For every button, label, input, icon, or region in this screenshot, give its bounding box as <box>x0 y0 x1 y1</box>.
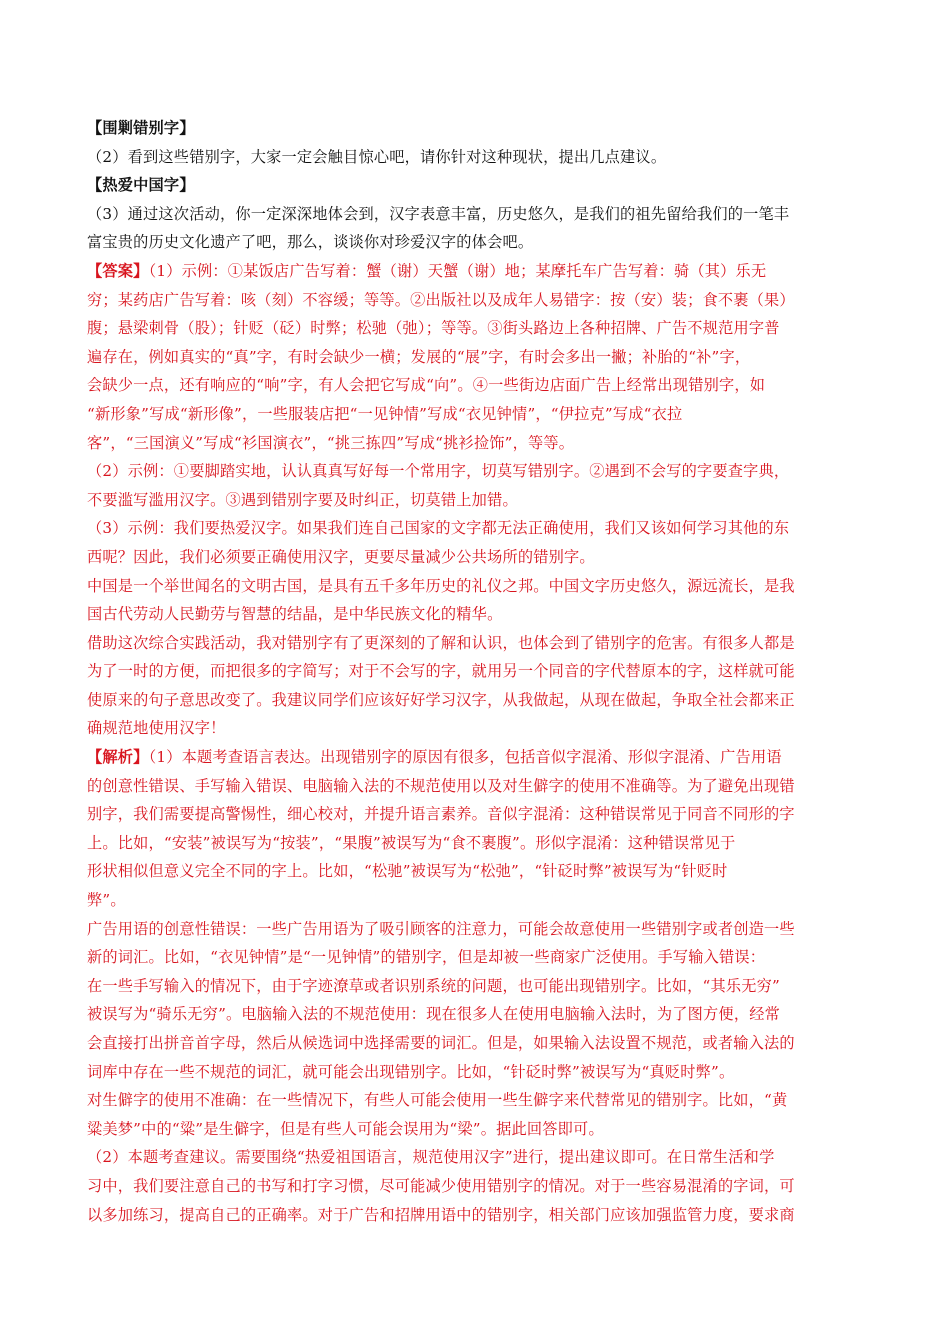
analysis-line: 广告用语的创意性错误：一些广告用语为了吸引顾客的注意力，可能会故意使用一些错别字或者创造一些 <box>87 919 795 938</box>
analysis-line: 粱美梦”中的“粱”是生僻字，但是有些人可能会误用为“梁”。据此回答即可。 <box>87 1119 604 1138</box>
analysis-line: 习中，我们要注意自己的书写和打字习惯，尽可能减少使用错别字的情况。对于一些容易混淆的字词，可 <box>87 1176 795 1195</box>
answer-1-first-line <box>87 257 859 286</box>
answer-line: 国古代劳动人民勤劳与智慧的结晶，是中华民族文化的精华。 <box>87 605 503 624</box>
analysis-line: 在一些手写输入的情况下，由于字迹潦草或者识别系统的问题，也可能出现错别字。比如，“其乐无穷” <box>87 976 780 995</box>
answer-line: 确规范地使用汉字！ <box>87 719 226 738</box>
answer-line: 腹；悬梁刺骨（股）；针贬（砭）时弊；松驰（弛）；等等。③街头路边上各种招牌、广告不规范用字普 <box>87 319 780 338</box>
analysis-1-text: （1）本题考查语言表达。出现错别字的原因有很多，包括音似字混淆、形似字混淆、广告用语 <box>148 748 782 767</box>
analysis-line: （2）本题考查建议。需要围绕“热爱祖国语言，规范使用汉字”进行，提出建议即可。在日常生活和学 <box>87 1148 775 1167</box>
answer-line: 遍存在，例如真实的“真”字，有时会缺少一横；发展的“展”字，有时会多出一撇；补胎的“补”字， <box>87 347 751 366</box>
analysis-label: 【解析】 <box>87 748 149 767</box>
question-3-line: （3）通过这次活动，你一定深深地体会到，汉字表意丰富，历史悠久，是我们的祖先留给我们的一笔丰 <box>87 204 790 223</box>
analysis-line: 词库中存在一些不规范的词汇，就可能会出现错别字。比如，“针砭时弊”被误写为“真贬时弊”。 <box>87 1062 735 1081</box>
document-body <box>87 114 859 1229</box>
answer-line: 西呢？因此，我们必须要正确使用汉字，更要尽量减少公共场所的错别字。 <box>87 547 595 566</box>
analysis-line: 会直接打出拼音首字母，然后从候选词中选择需要的词汇。但是，如果输入法设置不规范，或者输入法的 <box>87 1034 795 1052</box>
answer-line: 会缺少一点，还有响应的“响”字，有人会把它写成“向”。④一些街边店面广告上经常出现错别字，如 <box>87 376 766 395</box>
answer-line: 使原来的句子意思改变了。我建议同学们应该好好学习汉字，从我做起，从现在做起，争取全社会都来正 <box>87 690 795 709</box>
question-3-line: 富宝贵的历史文化遗产了吧，那么，谈谈你对珍爱汉字的体会吧。 <box>87 233 534 252</box>
answer-line: 不要滥写滥用汉字。③遇到错别字要及时纠正，切莫错上加错。 <box>87 490 518 509</box>
analysis-line: 的创意性错误、手写输入错误、电脑输入法的不规范使用以及对生僻字的使用不准确等。为了避免出现错 <box>87 776 795 795</box>
answer-1-text: （1）示例：①某饭店广告写着：蟹（谢）天蟹（谢）地；某摩托车广告写着：骑（其）乐无 <box>148 261 767 280</box>
analysis-line: 上。比如，“安装”被误写为“按装”，“果腹”被误写为“食不裹腹”。形似字混淆：这种错误常见于 <box>87 833 736 852</box>
section-heading-weijiao: 【围剿错别字】 <box>87 119 195 137</box>
analysis-line: 弊”。 <box>87 891 126 910</box>
answer-line: 客”，“三国演义”写成“衫国演衣”，“挑三拣四”写成“挑衫捡饰”，等等。 <box>87 433 575 452</box>
section-heading-reai: 【热爱中国字】 <box>87 176 195 195</box>
answer-line: （3）示例：我们要热爱汉字。如果我们连自己国家的文字都无法正确使用，我们又该如何学习其他的东 <box>87 519 790 538</box>
analysis-line: 形状相似但意义完全不同的字上。比如，“松驰”被误写为“松弛”，“针砭时弊”被误写为“针贬时 <box>87 862 728 881</box>
answer-label: 【答案】 <box>87 261 149 280</box>
analysis-line: 以多加练习，提高自己的正确率。对于广告和招牌用语中的错别字，相关部门应该加强监管力度，要求商 <box>87 1205 795 1224</box>
answer-line: 为了一时的方便，而把很多的字简写；对于不会写的字，就用另一个同音的字代替原本的字，这样就可能 <box>87 662 795 681</box>
analysis-line: 别字，我们需要提高警惕性，细心校对，并提升语言素养。音似字混淆：这种错误常见于同音不同形的字 <box>87 805 795 824</box>
answer-line: （2）示例：①要脚踏实地，认认真真写好每一个常用字，切莫写错别字。②遇到不会写的字要查字典， <box>87 462 790 481</box>
analysis-line: 对生僻字的使用不准确：在一些情况下，有些人可能会使用一些生僻字来代替常见的错别字。比如，“黄 <box>87 1091 788 1110</box>
answer-line: 借助这次综合实践活动，我对错别字有了更深刻的了解和认识，也体会到了错别字的危害。有很多人都是 <box>87 633 795 652</box>
analysis-line: 新的词汇。比如，“衣见钟情”是“一见钟情”的错别字，但是却被一些商家广泛使用。手写输入错误： <box>87 948 766 967</box>
question-2: （2）看到这些错别字，大家一定会触目惊心吧，请你针对这种现状，提出几点建议。 <box>87 147 667 166</box>
answer-line: “新形象”写成“新形像”，一些服装店把“一见钟情”写成“衣见钟情”，“伊拉克”写成“衣拉 <box>87 404 683 423</box>
answer-line: 中国是一个举世闻名的文明古国，是具有五千多年历史的礼仪之邦。中国文字历史悠久，源远流长，是我 <box>87 576 795 595</box>
analysis-first-line <box>87 743 859 772</box>
answer-line: 穷；某药店广告写着：咳（刻）不容缓；等等。②出版社以及成年人易错字：按（安）装；食不裹（果） <box>87 290 795 309</box>
analysis-line: 被误写为“骑乐无穷”。电脑输入法的不规范使用：现在很多人在使用电脑输入法时，为了图方便，经常 <box>87 1005 780 1024</box>
